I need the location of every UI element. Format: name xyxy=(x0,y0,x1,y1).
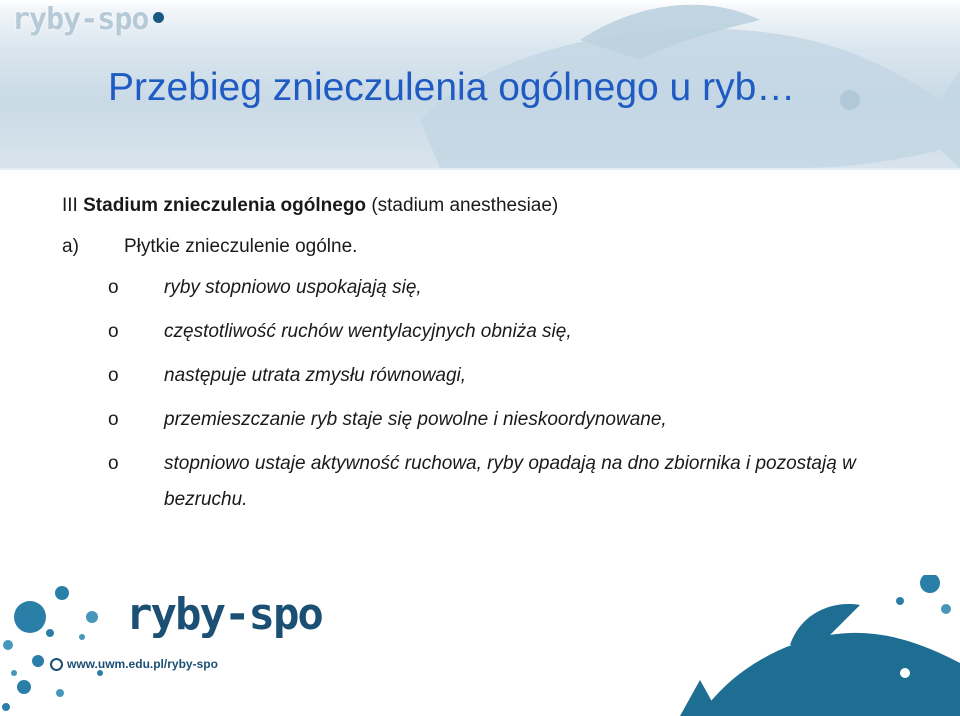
subpoint-text: Płytkie znieczulenie ogólne. xyxy=(124,236,358,257)
subpoint-marker: a) xyxy=(62,236,79,257)
footer-url-icon xyxy=(50,658,63,671)
header-divider xyxy=(0,168,960,170)
bullet-marker: o xyxy=(108,453,119,474)
footer-logo: ryby-spo xyxy=(126,589,322,640)
stage-prefix: III xyxy=(62,195,84,216)
bullet-marker: o xyxy=(108,409,119,430)
page-title: Przebieg znieczulenia ogólnego u ryb… xyxy=(108,66,796,109)
bullet-item: przemieszczanie ryb staje się powolne i nieskoordynowane, xyxy=(164,409,667,430)
stage-bold-text: Stadium znieczulenia ogólnego xyxy=(83,195,367,216)
footer-url-text[interactable]: www.uwm.edu.pl/ryby-spo xyxy=(67,657,218,671)
stage-latin-name: (stadium anesthesiae) xyxy=(366,195,559,216)
bullet-item: ryby stopniowo uspokajają się, xyxy=(164,277,422,298)
header-logo: ryby-spo xyxy=(12,2,164,38)
bullet-marker: o xyxy=(108,365,119,386)
footer-banner xyxy=(0,575,960,716)
stage-heading xyxy=(62,195,558,217)
bullet-item: stopniowo ustaje aktywność ruchowa, ryby opadają na dno zbiornika i pozostają w bezruchu. xyxy=(164,453,856,510)
bullet-marker: o xyxy=(108,277,119,298)
footer-url[interactable] xyxy=(50,657,218,671)
bullet-item: następuje utrata zmysłu równowagi, xyxy=(164,365,467,386)
bullet-item: częstotliwość ruchów wentylacyjnych obniża się, xyxy=(164,321,572,342)
bullet-marker: o xyxy=(108,321,119,342)
header-banner xyxy=(0,0,960,168)
